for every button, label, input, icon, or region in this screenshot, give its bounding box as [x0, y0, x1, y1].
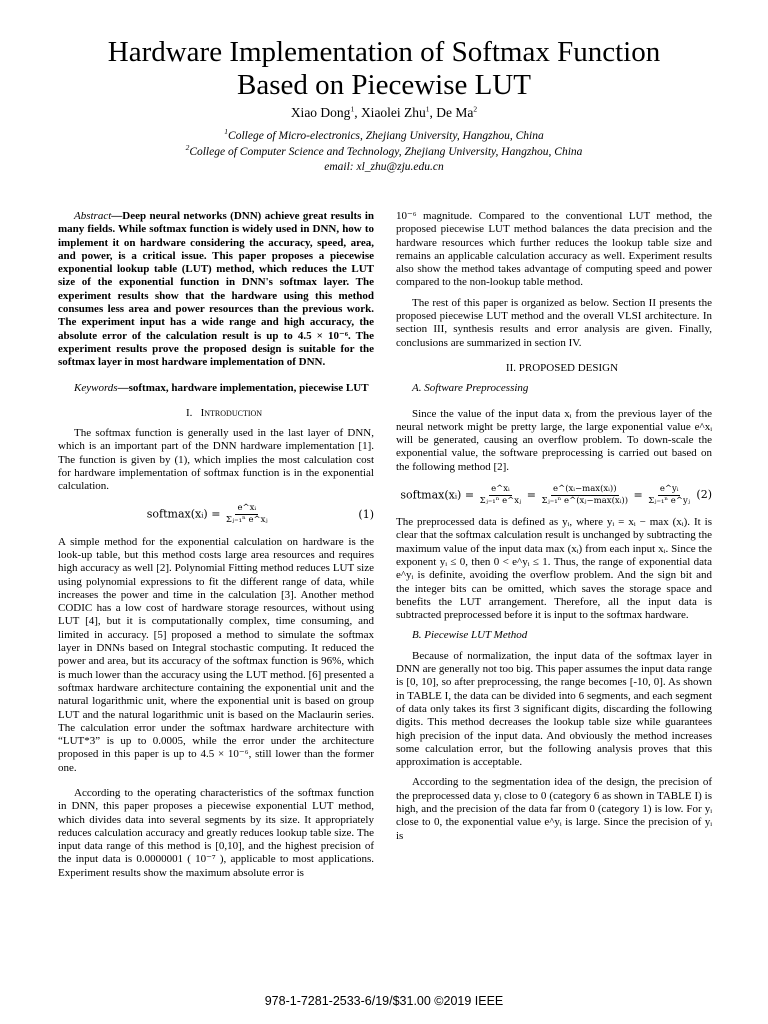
abstract-text: —Deep neural networks (DNN) achieve great results in many fields. While softmax function is widely used in DNN, how to implement it on hardware considering the accuracy, speed, area, and power, is a critical issue. This paper proposes a piecewise exponential lookup table (LUT) method, which reduces the LUT size of the exponential function in DNN's softmax layer. The experiment results show that the hardware using this method consumes less area and power resources than the previous work. The experiment input has a wide range and high accuracy, the absolute error of the calculation result is up to 4.5 × 10⁻⁶. The experiment results prove the proposed design is suitable for the softmax layer in most hardware implementation of DNN. — [58, 210, 374, 369]
keywords-text: —softmax, hardware implementation, piecewise LUT — [117, 381, 369, 394]
right-paragraph-4: The preprocessed data is defined as yᵢ, where yᵢ = xᵢ − max (xᵢ). It is clear that the softmax calculation result is unchanged by subtracting the maximum value of the input data max (xᵢ) from each input xᵢ. Since the exponent yᵢ ≤ 0, then 0 < e^yᵢ ≤ 1. Thus, the range of exponential data e^yᵢ is definite, avoiding the overflow problem. And the sign bit and the integer bits can be omitted, which saves the storage space and benefits the LUT arrangement. Therefore, all the input data is subtracted preprocessed before it is input to the softmax hardware. — [396, 516, 712, 622]
left-column — [58, 210, 374, 880]
intro-paragraph-2: A simple method for the exponential calculation on hardware is the look-up table, but this method costs large area resources and requires high accuracy as well [2]. Polynomial Fitting method reduces LUT size using polynomial expressions to fit the different range of data, while increases the power and time in the calculation [3]. Another method CODIC has a low cost of hardware storage resources, without using LUT [4], but it is computationally complex, time consuming, and limited in accuracy. [5] proposed a method to simulate the softmax layer in DNNs based on Integral stochastic computing. It reduced the power and area, but its accuracy of the softmax function is 96%, which is much lower than the accuracy using the LUT method. [6] presented a softmax hardware architecture containing the exponential unit and the natural logarithmic unit, where the exponential unit is based on group LUT and the natural logarithmic unit is based on the Maclaurin series. The calculation error under the softmax hardware architecture with “LUT*3” is up to 0.0005, while the error under the architecture proposed in this paper is up to 4.5 × 10⁻⁶, still lower than the former one. — [58, 535, 374, 774]
abstract-label: Abstract — [74, 210, 112, 222]
keywords — [58, 382, 374, 395]
right-paragraph-3: Since the value of the input data xᵢ from the previous layer of the neural network might be pretty large, the large exponential value e^xᵢ will be generated, causing an overflow problem. To down-scale the exponential value, the software preprocessing is carried out based on the following method [2]. — [396, 407, 712, 473]
affiliation-1: College of Micro-electronics, Zhejiang University, Hangzhou, China — [228, 130, 544, 142]
eq2-lhs: softmax(xᵢ) = — [400, 488, 475, 502]
eq2-fraction-2: $\frac{\text{e\textasciicircum{}(xᵢ−max(xᵢ))}}{\text{Σⱼ₌₁ⁿ e\textasciicircum{}(xⱼ−max(xᵢ))}}$ — [541, 483, 629, 506]
author-list: Xiao Dong$^1$, Xiaolei Zhu$^1$, De Ma$^2$ — [290, 104, 478, 120]
copyright-footer: 978-1-7281-2533-6/19/$31.00 ©2019 IEEE — [264, 994, 504, 1008]
eq1-numerator: e^xᵢ — [237, 503, 257, 514]
email: email: xl_zhu@zju.edu.cn — [324, 161, 444, 173]
right-paragraph-6: According to the segmentation idea of the design, the precision of the preprocessed data yᵢ close to 0 (category 6 as shown in TABLE I) is high, and the precision of the data far from 0 (category 1) is low. For yᵢ close to 0, the exponential value e^yᵢ is large. Since the precision of yᵢ is — [396, 776, 712, 842]
section-1-heading: I. Introduction — [185, 406, 263, 419]
abstract — [58, 210, 374, 370]
eq1-fraction — [224, 503, 270, 526]
intro-paragraph-3: According to the operating characteristics of the softmax function in DNN, this paper proposes a piecewise exponential LUT method, which divides data into several segments by its size. It appropriately reduces calculation accuracy and greatly reduces lookup table size. The input data range of this method is [0,10], and the highest precision of the input data is 0.0000001 ( 10⁻⁷ ), applicable to most applications. Experiment results show the maximum absolute error is — [58, 786, 374, 879]
right-paragraph-5: Because of normalization, the input data of the softmax layer in DNN are generally not too big. This paper assumes the input data range is [0, 10], so after preprocessing, the range becomes [-10, 0]. As shown in TABLE I, the data can be divided into 6 segments, and each segment of data only takes its first 3 significant digits, discarding the following digits. This method decreases the lookup table size while guarantees high precision of the input data. And obviously the method increases some calculation error, but the following analysis proves that this approximation is acceptable. — [396, 649, 712, 769]
affiliation-2: College of Computer Science and Technology, Zhejiang University, Hangzhou, China — [189, 145, 583, 158]
subsection-b-heading: B. Piecewise LUT Method — [412, 629, 528, 642]
right-column — [396, 210, 712, 843]
right-paragraph-1: 10⁻⁶ magnitude. Compared to the conventional LUT method, the proposed piecewise LUT method balances the data precision and the hardware resources which further reduces the lookup table size and remains an applicable calculation accuracy as well. Experiment results also show the method takes advantage of computing speed and power compared to the non-lookup table method. — [396, 210, 712, 289]
title-line-2: Based on Piecewise LUT — [237, 69, 531, 101]
equation-2: softmax(xᵢ) = $\frac{\text{e\textasciicircum{}xᵢ}}{\text{Σⱼ₌₁ⁿ e\textasciicircum{}xⱼ}}$ = $\frac{\text{e\textasciicircum{}(xᵢ−max(xᵢ))}}{\text{Σⱼ₌₁ⁿ e\textasciicircum{}(xⱼ−max(xᵢ))}}$ = $\frac{\text{e\textasciicircum{}yᵢ}}{\text{Σⱼ₌₁ⁿ e\textasciicircum{}yⱼ}}$ (2) — [400, 483, 712, 506]
eq2-tag: (2) — [696, 488, 712, 502]
section-2-heading: II. PROPOSED DESIGN — [505, 361, 619, 374]
intro-paragraph-1: The softmax function is generally used in the last layer of DNN, which is an important part of the DNN hardware implementation [1]. The function is given by (1), which implies the most calculation cost for hardware implementation of softmax function is in the exponential calculation. — [58, 427, 374, 493]
affiliations: $^1$College of Micro-electronics, Zhejiang University, Hangzhou, China $^2$College of Computer Science and Technology, Zhejiang University, Hangzhou, China email: xl_zhu@zju.edu.cn — [0, 129, 768, 176]
eq2-fraction-3: $\frac{\text{e\textasciicircum{}yᵢ}}{\text{Σⱼ₌₁ⁿ e\textasciicircum{}yⱼ}}$ — [648, 483, 691, 506]
author-1: Xiao Dong — [290, 105, 351, 120]
eq1-tag: (1) — [358, 507, 374, 521]
subsection-a-heading: A. Software Preprocessing — [412, 382, 529, 395]
paper-title — [0, 36, 768, 102]
author-2: Xiaolei Zhu — [360, 105, 426, 120]
keywords-label: Keywords — [74, 381, 118, 394]
eq2-fraction-1: $\frac{\text{e\textasciicircum{}xᵢ}}{\text{Σⱼ₌₁ⁿ e\textasciicircum{}xⱼ}}$ — [479, 483, 522, 506]
title-line-1: Hardware Implementation of Softmax Function — [107, 36, 661, 68]
eq1-denominator: Σⱼ₌₁ⁿ e^xⱼ — [225, 515, 268, 526]
eq1-lhs: softmax(xᵢ) = — [146, 507, 221, 521]
right-paragraph-2: The rest of this paper is organized as below. Section II presents the proposed piecewise LUT method and the overall VLSI architecture. In section III, synthesis results and error analysis are given. Finally, conclusions are summarized in section IV. — [396, 296, 712, 349]
author-3: De Ma — [436, 105, 474, 120]
equation-1 — [58, 498, 374, 532]
